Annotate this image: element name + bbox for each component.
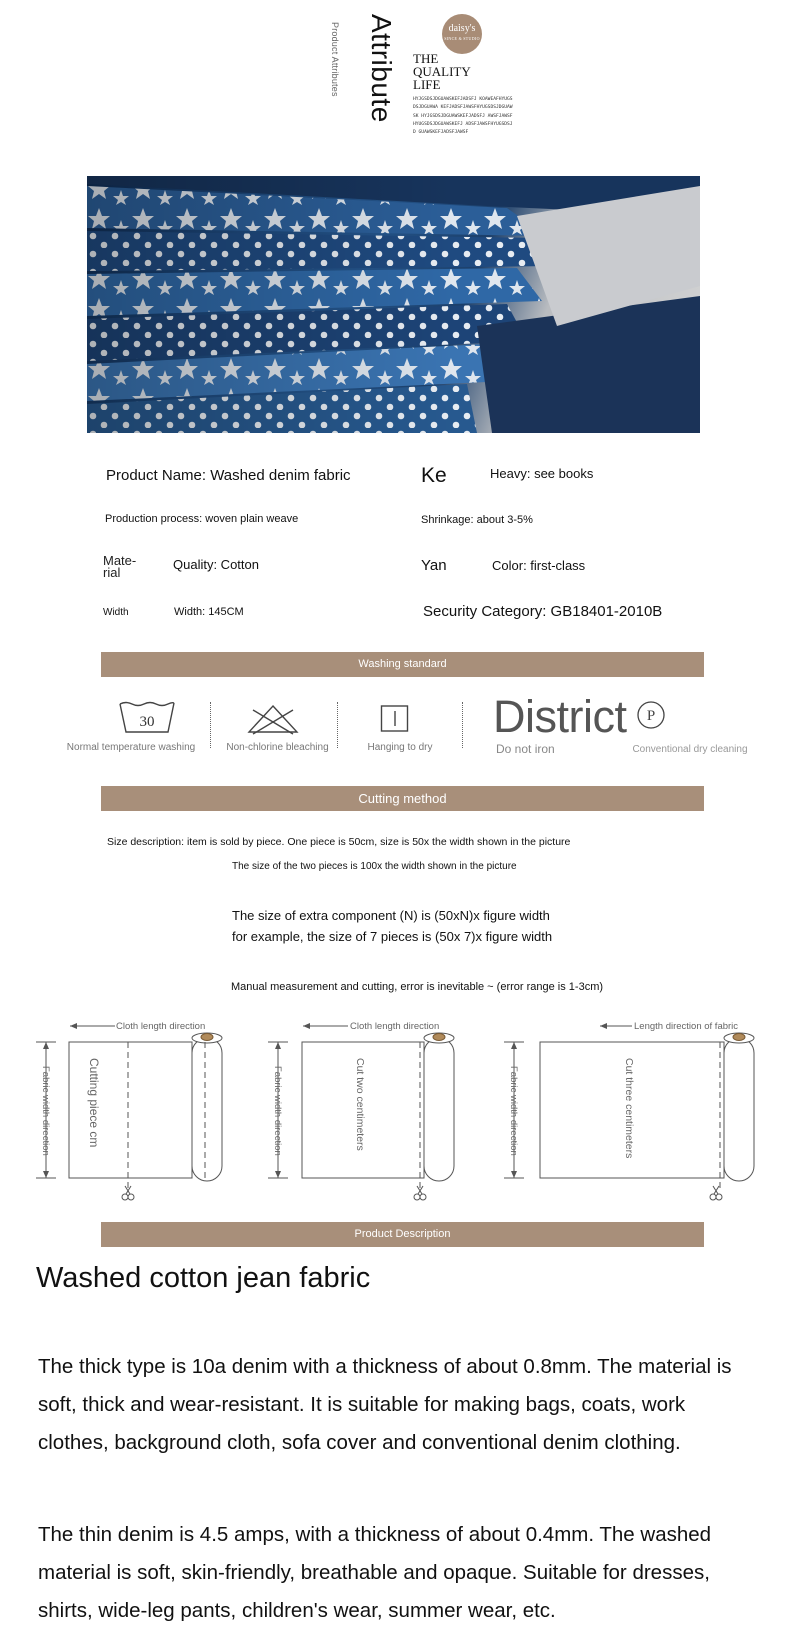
width-direction-label: Fabric width direction <box>508 1066 519 1156</box>
material-label-line: rial <box>103 565 121 580</box>
washing-standard-band: Washing standard <box>101 652 704 677</box>
wash-caption-dry-clean: Conventional dry cleaning <box>632 744 748 755</box>
two-pieces-note: The size of the two pieces is 100x the width shown in the picture <box>232 861 517 872</box>
wash-caption-iron: Do not iron <box>496 742 555 756</box>
width-label: Width <box>103 607 129 618</box>
extra-component-note: The size of extra component (N) is (50xN)x figure width <box>232 908 550 923</box>
width-value: Width: 145CM <box>174 606 244 618</box>
logo-small-text: SINCE & STUDIO <box>444 36 480 41</box>
description-title: Washed cotton jean fabric <box>36 1262 371 1294</box>
cutting-diagram-3 <box>504 1021 754 1200</box>
scissors-icon <box>122 1186 134 1200</box>
width-direction-label: Fabric width direction <box>272 1066 283 1156</box>
dry-clean-icon <box>636 700 666 730</box>
example-note: for example, the size of 7 pieces is (50x 7)x figure width <box>232 929 553 944</box>
length-direction-label: Cloth length direction <box>350 1021 440 1032</box>
color-value: Color: first-class <box>492 558 586 573</box>
description-paragraph-thin: The thin denim is 4.5 amps, with a thickness of about 0.4mm. The washed material is soft, skin-friendly, breathable and opaque. Suitable for dresses, shirts, wide-leg pants, children's wear, summer wear, etc. <box>38 1523 712 1622</box>
wash-tub-icon <box>118 700 176 734</box>
denim-fabric-illustration <box>87 176 700 433</box>
wash-temp-number: 30 <box>139 714 155 730</box>
production-process: Production process: woven plain weave <box>105 513 299 525</box>
cutting-diagrams <box>0 1008 790 1208</box>
logo-text: daisy's <box>448 23 476 34</box>
width-direction-label: Fabric width direction <box>40 1066 51 1156</box>
quality-line: THE <box>413 51 439 66</box>
quality-value: Quality: Cotton <box>173 557 259 572</box>
header-title: Attribute <box>366 14 397 123</box>
divider <box>462 702 463 748</box>
dry-clean-letter: P <box>646 708 656 724</box>
header-subtitle: Product Attributes <box>330 22 340 97</box>
material-label <box>103 555 136 579</box>
scissors-icon <box>710 1186 722 1200</box>
hang-dry-icon <box>380 704 410 734</box>
shrinkage: Shrinkage: about 3-5% <box>421 514 533 526</box>
size-description: Size description: item is sold by piece. One piece is 50cm, size is 50x the width shown in the picture <box>107 836 571 848</box>
divider <box>210 702 211 748</box>
description-paragraph-thick: The thick type is 10a denim with a thickness of about 0.8mm. The material is soft, thick and wear-resistant. It is suitable for making bags, coats, work clothes, background cloth, sofa cover and conventional denim clothing. <box>38 1355 732 1454</box>
cut-label: Cut three centimeters <box>623 1058 635 1159</box>
manual-measurement-note: Manual measurement and cutting, error is inevitable ~ (error range is 1-3cm) <box>231 981 604 993</box>
denim-fabric-photo <box>87 176 700 433</box>
cutting-diagram-2 <box>268 1021 454 1200</box>
district-word: District <box>493 691 627 742</box>
divider <box>337 702 338 748</box>
scissors-icon <box>414 1186 426 1200</box>
quality-line: QUALITY <box>413 64 471 79</box>
quality-heading <box>413 52 471 91</box>
wash-caption-normal: Normal temperature washing <box>66 742 196 753</box>
ke-label: Ke <box>421 464 447 487</box>
cut-label: Cut two centimeters <box>354 1058 366 1151</box>
header-fine-print: HYJGSDSJDGUAWSKEFJADSFJ KOAWEAFHYUGSDSJDGUAWA KEFJADSFJAWSFHYUGSDSJDGUAWSK HYJGSDSJDGUAWSKEFJADSFJ AWSFJAWSFHYUGSDSJDGUAWSKEFJ ADSFJAWSFHYUGSDSJD GUAWSKEFJADSFJAWSF <box>413 97 513 136</box>
quality-line: LIFE <box>413 77 441 92</box>
cutting-diagram-1 <box>36 1021 222 1200</box>
material-label-line: Mate- <box>103 553 137 568</box>
product-name: Product Name: Washed denim fabric <box>106 467 351 484</box>
non-chlorine-bleach-icon <box>247 704 299 736</box>
yan-label: Yan <box>421 557 447 574</box>
wash-caption-hang: Hanging to dry <box>367 742 433 753</box>
product-description-band: Product Description <box>101 1222 704 1247</box>
brand-logo <box>442 14 482 54</box>
length-direction-label: Length direction of fabric <box>634 1021 739 1032</box>
cutting-method-band: Cutting method <box>101 786 704 811</box>
wash-caption-bleach: Non-chlorine bleaching <box>226 742 329 753</box>
cut-label: Cutting piece cm <box>87 1058 101 1148</box>
length-direction-label: Cloth length direction <box>116 1021 206 1032</box>
heavy-value: Heavy: see books <box>490 466 594 481</box>
security-category: Security Category: GB18401-2010B <box>423 603 663 620</box>
